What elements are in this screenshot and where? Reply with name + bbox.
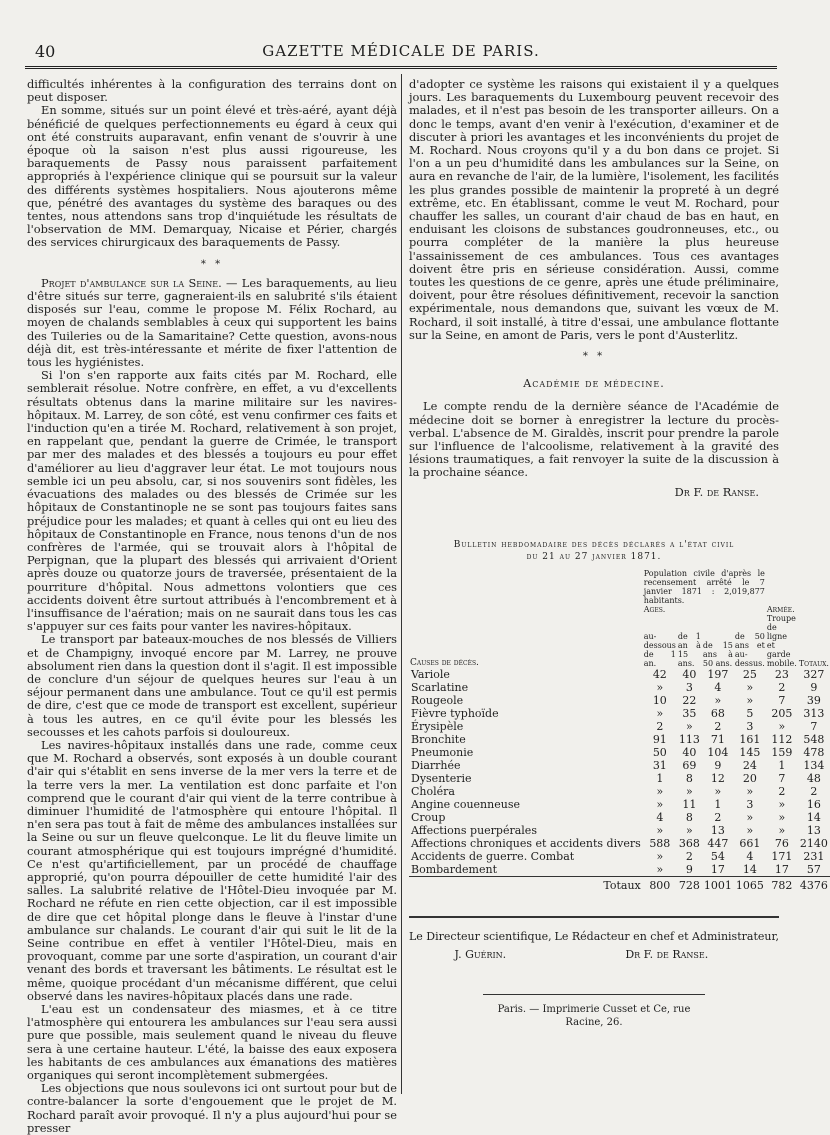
total-cell: 782 xyxy=(766,876,798,892)
value-cell: 197 xyxy=(707,667,729,681)
value-cell: 171 xyxy=(771,849,793,863)
footer-right: Le Rédacteur en chef et Administrateur, Dr F. de Ranse. xyxy=(554,929,779,961)
value-cell: 161 xyxy=(739,732,761,746)
value-cell: 13 xyxy=(806,823,821,837)
value-cell: 1 xyxy=(714,797,722,811)
total-cell: 800 xyxy=(643,876,677,892)
paragraph: L'eau est un condensateur des miasmes, et à ce titre l'atmosphère qui entourera les ambulances sur l'eau sera aussi pure que possible, mais seulement quand le niveau du fleuve sera à une certaine hauteur. L'été, la baisse des eaux exposera les habitants de ces ambulances aux émanations des matières organiques qui seront incomplètement submergées. xyxy=(27,1002,397,1083)
cause-cell: Choléra xyxy=(411,784,455,798)
value-cell: 134 xyxy=(803,758,825,772)
value-cell: » xyxy=(746,784,754,798)
cause-cell: Accidents de guerre. Combat xyxy=(411,849,575,863)
cause-cell: Pneumonie xyxy=(411,745,474,759)
value-cell: 8 xyxy=(685,771,693,785)
value-cell: 2 xyxy=(714,810,722,824)
age-col: de 15 ans à 50 ans. xyxy=(702,640,733,668)
value-cell: 16 xyxy=(806,797,821,811)
table-row xyxy=(409,824,830,837)
page-number: 40 xyxy=(35,42,56,61)
total-cell: 728 xyxy=(677,876,702,892)
value-cell: 2 xyxy=(810,784,818,798)
value-cell: 22 xyxy=(682,693,697,707)
value-cell: 25 xyxy=(742,667,757,681)
value-cell: » xyxy=(746,693,754,707)
cause-cell: Diarrhée xyxy=(411,758,461,772)
table-row xyxy=(409,785,830,798)
section-separator: * * xyxy=(200,258,224,270)
value-cell: 76 xyxy=(774,836,789,850)
cause-cell: Scarlatine xyxy=(411,680,469,694)
value-cell: » xyxy=(656,784,664,798)
value-cell: » xyxy=(746,823,754,837)
section-heading: Projet d'ambulance sur la Seine. xyxy=(41,275,222,290)
value-cell: 24 xyxy=(742,758,757,772)
paragraph: Projet d'ambulance sur la Seine. — Les baraquements, au lieu d'être situés sur terre, gagneraient-ils en salubrité s'ils étaient disposés sur l'eau, comme le propose M. Félix Rochard, au moyen de chalands semblables à ceux qui supportent les bains des Tuileries ou de la Samaritaine? Cette question, avons-nous déjà dit, est très-intéressante et mérite de fixer l'attention de tous les hygiénistes. xyxy=(27,275,397,370)
value-cell: 2140 xyxy=(799,836,828,850)
value-cell: 12 xyxy=(710,771,725,785)
cause-cell: Angine couenneuse xyxy=(411,797,520,811)
value-cell: » xyxy=(656,797,664,811)
value-cell: 42 xyxy=(652,667,667,681)
value-cell: 2 xyxy=(714,719,722,733)
table-row xyxy=(409,720,830,733)
cause-cell: Bombardement xyxy=(411,862,497,876)
value-cell: » xyxy=(714,784,722,798)
cause-cell: Bronchite xyxy=(411,732,466,746)
table-row xyxy=(409,733,830,746)
value-cell: » xyxy=(686,823,693,837)
table-row xyxy=(409,759,830,772)
value-cell: 159 xyxy=(771,745,793,759)
value-cell: » xyxy=(656,823,664,837)
value-cell: 231 xyxy=(803,849,825,863)
value-cell: 71 xyxy=(710,732,725,746)
value-cell: 4 xyxy=(714,680,722,694)
value-cell: 113 xyxy=(678,732,700,746)
value-cell: » xyxy=(778,797,786,811)
value-cell: 368 xyxy=(678,836,700,850)
value-cell: 3 xyxy=(685,680,693,694)
signature: Dr F. de Ranse. xyxy=(674,484,759,499)
imprint: Paris. — Imprimerie Cusset et Ce, rue Racine, 26. xyxy=(483,994,705,1029)
bulletin-title: Bulletin hebdomadaire des décès déclarés a l'état civil du 21 au 27 janvier 1871. xyxy=(453,539,735,562)
value-cell: 313 xyxy=(803,706,825,720)
value-cell: 7 xyxy=(810,719,818,733)
paragraph: Les navires-hôpitaux installés dans une rade, comme ceux que M. Rochard a observés, sont exposés à un double courant d'air qui s'établit en sens inverse de la mer vers la terre et de la terre vers la mer. La ventilation est donc parfaite et l'on comprend que le courant d'air qui vient de la terre contribue à diminuer l'humidité de l'atmosphère qui entoure l'hôpital. Il n'en sera pas tout à fait de même des ambulances installées sur la Seine ou sur un fleuve quelconque. Le lit du fleuve limite un courant atmosphérique qui est toujours imprégné d'humidité. Ce n'est qu'artificiellement, par un procédé de chauffage approprié, qu'on pourra dépouiller de cette humidité l'air des salles. La salubrité relative de l'Hôtel-Dieu invoquée par M. Rochard ne réfute en rien cette objection, car il est impossible de dire que cet hôpital plonge dans le fleuve à l'instar d'une ambulance sur chalands. Le courant d'air qui suit le lit de la Seine contribue en effet à ventiler l'Hôtel-Dieu, mais en provoquant, comme par une sorte d'aspiration, un courant d'air venant des bords et traversant les bâtiments. Le résultat est le même, quoique procédant d'un mécanisme différent, que celui observé dans les navires-hôpitaux placés dans une rade. xyxy=(27,737,397,1003)
value-cell: » xyxy=(686,719,693,733)
value-cell: 68 xyxy=(710,706,725,720)
troupe-col: Troupe de ligne et garde mobile. xyxy=(766,613,797,668)
value-cell: 4 xyxy=(656,810,664,824)
value-cell: 54 xyxy=(710,849,725,863)
table-row xyxy=(409,668,830,681)
value-cell: 661 xyxy=(739,836,761,850)
age-col: de 1 an à 15 ans. xyxy=(677,631,701,668)
value-cell: 8 xyxy=(685,810,693,824)
death-statistics-table xyxy=(409,569,830,892)
value-cell: 7 xyxy=(778,771,786,785)
age-col: de 50 ans et au-dessus. xyxy=(734,631,765,668)
value-cell: 31 xyxy=(652,758,667,772)
section-separator: * * xyxy=(582,351,606,363)
cause-cell: Croup xyxy=(411,810,446,824)
total-cell: 1065 xyxy=(734,876,766,892)
paragraph: Les objections que nous soulevons ici ont surtout pour but de contre-balancer la sorte d'engouement que le projet de M. Rochard paraît avoir provoqué. Il n'y a plus aujourd'hui pour se presser xyxy=(27,1081,397,1135)
paragraph: Le transport par bateaux-mouches de nos blessés de Villiers et de Champigny, invoqué encore par M. Larrey, ne prouve absolument rien dans la question dont il s'agit. Il est impossible de conclure d'un séjour de quelques heures sur l'eau à un séjour permanent dans une ambulance. Tout ce qu'il est permis de dire, c'est que ce mode de transport est excellent, supérieur à tous les autres, en ce qu'il évite pour les blessés les secousses et les cahots parfois si douloureux. xyxy=(27,632,397,739)
value-cell: 447 xyxy=(707,836,729,850)
value-cell: 39 xyxy=(806,693,821,707)
table-row xyxy=(409,798,830,811)
cause-cell: Dysenterie xyxy=(411,771,472,785)
total-cell: 4376 xyxy=(798,876,830,892)
value-cell: 40 xyxy=(682,745,697,759)
value-cell: 69 xyxy=(682,758,697,772)
value-cell: 1 xyxy=(656,771,664,785)
value-cell: 2 xyxy=(778,784,786,798)
value-cell: 48 xyxy=(806,771,821,785)
value-cell: 57 xyxy=(806,862,821,876)
cause-cell: Rougeole xyxy=(411,693,464,707)
table-row xyxy=(409,681,830,694)
value-cell: 14 xyxy=(806,810,821,824)
value-cell: 7 xyxy=(778,693,786,707)
value-cell: 9 xyxy=(685,862,693,876)
header-population: Population civile d'après le recensement arrêté le 7 janvier 1871 : 2,019,877 habitants. Ages. xyxy=(643,568,765,614)
value-cell: 1 xyxy=(778,758,786,772)
value-cell: 2 xyxy=(656,719,664,733)
value-cell: 3 xyxy=(746,719,754,733)
value-cell: » xyxy=(656,862,664,876)
value-cell: » xyxy=(656,680,664,694)
value-cell: 327 xyxy=(803,667,825,681)
value-cell: 50 xyxy=(652,745,667,759)
value-cell: 13 xyxy=(710,823,725,837)
table-row xyxy=(409,863,830,877)
value-cell: 91 xyxy=(652,732,667,746)
value-cell: 205 xyxy=(771,706,793,720)
header-armee: Armée. xyxy=(766,604,795,614)
value-cell: » xyxy=(746,810,754,824)
value-cell: 145 xyxy=(739,745,761,759)
footer-left: Le Directeur scientifique, J. Guérin. xyxy=(409,929,552,961)
value-cell: 4 xyxy=(746,849,754,863)
table-row xyxy=(409,837,830,850)
value-cell: » xyxy=(746,680,754,694)
table-row xyxy=(409,811,830,824)
paragraph: d'adopter ce système les raisons qui existaient il y a quelques jours. Les baraquements du Luxembourg peuvent recevoir des malades, et il n'est pas besoin de les transporter ailleurs. On a donc le temps, avant d'en venir à l'exécution, d'examiner et de discuter à priori les avantages et les inconvénients du projet de M. Rochard. Nous croyons qu'il y a du bon dans ce projet. Si l'on a un peu d'humidité dans les ambulances sur la Seine, on aura en revanche de l'air, de la lumière, l'isolement, les facilités les plus grandes possible de maintenir la propreté à un degré extrême, etc. En établissant, comme le veut M. Rochard, pour chauffer les salles, un courant d'air chaud de bas en haut, en enduisant les cloisons de substances goudronneuses, etc., ou pourra compléter de la manière la plus heureuse l'assainissement de ces ambulances. Tous ces avantages doivent être pris en sérieuse considération. Aussi, comme toutes les questions de ce genre, après une étude préliminaire, doivent, pour être résolues définitivement, recevoir la sanction expérimentale, nous demandons que, suivant les vœux de M. Rochard, il soit installé, à titre d'essai, une ambulance flottante sur la Seine, en amont de Paris, vers le pont d'Austerlitz. xyxy=(409,77,779,342)
total-cell: 1001 xyxy=(702,876,734,892)
cause-cell: Affections chroniques et accidents divers xyxy=(411,836,641,850)
value-cell: 40 xyxy=(682,667,697,681)
value-cell: 588 xyxy=(649,836,671,850)
value-cell: 5 xyxy=(746,706,754,720)
value-cell: 9 xyxy=(714,758,722,772)
totals-row xyxy=(409,876,830,892)
value-cell: 9 xyxy=(810,680,818,694)
value-cell: » xyxy=(686,784,693,798)
column-divider xyxy=(401,74,402,1094)
value-cell: 17 xyxy=(774,862,789,876)
paragraph: En somme, situés sur un point élevé et très-aéré, ayant déjà bénéficié de quelques perfectionnements eu égard à ceux qui ont été construits auparavant, enfin venant de s'ouvrir à une époque où la saison n'est plus aussi rigoureuse, les baraquements de Passy nous paraissent parfaitement appropriés à l'expérience clinique qui se poursuit sur la valeur des différents systèmes hospitaliers. Nous ajouterons même que, pénétré des avantages du système des baraques ou des tentes, nous attendons sans trop d'inquiétude les résultats de l'observation de MM. Demarquay, Nicaise et Périer, chargés des services chirurgicaux des baraquements de Passy. xyxy=(27,103,397,250)
table-row xyxy=(409,707,830,720)
table-row xyxy=(409,746,830,759)
value-cell: 3 xyxy=(746,797,754,811)
table-row xyxy=(409,694,830,707)
value-cell: 23 xyxy=(774,667,789,681)
footer-signatures xyxy=(409,916,779,964)
table-row xyxy=(409,850,830,863)
value-cell: 20 xyxy=(742,771,757,785)
value-cell: » xyxy=(778,823,786,837)
journal-title: GAZETTE MÉDICALE DE PARIS. xyxy=(262,42,540,60)
value-cell: 104 xyxy=(707,745,729,759)
value-cell: » xyxy=(778,810,786,824)
value-cell: » xyxy=(714,693,722,707)
value-cell: 112 xyxy=(771,732,793,746)
table-row xyxy=(409,772,830,785)
value-cell: » xyxy=(656,849,664,863)
value-cell: 2 xyxy=(685,849,693,863)
value-cell: 14 xyxy=(742,862,757,876)
cause-cell: Fièvre typhoïde xyxy=(411,706,499,720)
value-cell: 10 xyxy=(652,693,667,707)
value-cell: 35 xyxy=(682,706,697,720)
right-column xyxy=(409,77,829,1098)
cause-cell: Érysipèle xyxy=(411,719,464,733)
header-totaux: Totaux. xyxy=(798,658,829,668)
value-cell: 17 xyxy=(710,862,725,876)
totals-label: Totaux xyxy=(409,876,643,892)
academy-title: Académie de médecine. xyxy=(523,377,665,391)
value-cell: » xyxy=(778,719,786,733)
value-cell: 2 xyxy=(778,680,786,694)
paragraph: Le compte rendu de la dernière séance de l'Académie de médecine doit se borner à enregistrer la lecture du procès-verbal. L'absence de M. Giraldès, inscrit pour prendre la parole sur l'influence de l'alcoolisme, relativement à la gravité des lésions traumatiques, a fait renvoyer la suite de la discussion à la prochaine séance. xyxy=(409,399,779,480)
value-cell: » xyxy=(656,706,664,720)
age-col: au-dessous de 1 an. xyxy=(643,631,676,668)
cause-cell: Affections puerpérales xyxy=(411,823,537,837)
value-cell: 478 xyxy=(803,745,825,759)
value-cell: 548 xyxy=(803,732,825,746)
cause-cell: Variole xyxy=(411,667,450,681)
table-body xyxy=(409,668,830,892)
paragraph: difficultés inhérentes à la configuration des terrains dont on peut disposer. xyxy=(27,77,397,105)
value-cell: 11 xyxy=(682,797,697,811)
left-column xyxy=(27,77,397,1135)
paragraph: Si l'on s'en rapporte aux faits cités par M. Rochard, elle semblerait résolue. Notre confrère, en effet, a vu d'excellents résultats obtenus dans la marine militaire sur les navires-hôpitaux. M. Larrey, de son côté, est venu confirmer ces faits et l'induction qu'en a tirée M. Rochard, relativement à son projet, en rappelant que, pendant la guerre de Crimée, le transport par mer des malades et des blessés a toujours eu pour effet d'améliorer au lieu d'aggraver leur état. Le mot toujours nous semble ici un peu absolu, car, si nos souvenirs sont fidèles, les évacuations des malades ou des blessés de Crimée sur les hôpitaux de Constantinople ne se sont pas toujours faites sans préjudice pour les malades; et quant à celles qui ont eu lieu des hôpitaux de Constantinople en France, nous tenons d'un de nos confrères de l'armée, qui se trouvait alors à l'hôpital de Perpignan, que la plupart des blessés qui arrivaient d'Orient après douze ou quatorze jours de traversée, présentaient de la pourriture d'hôpital. Nous admettons volontiers que ces accidents doivent être surtout attribués à l'encombrement et à l'insuffisance de l'aération; mais on ne saurait dans tous les cas s'appuyer sur ces faits pour vanter les navires-hôpitaux. xyxy=(27,368,397,634)
header-causes: Causes de décès. xyxy=(410,657,479,668)
page-header xyxy=(25,40,777,69)
